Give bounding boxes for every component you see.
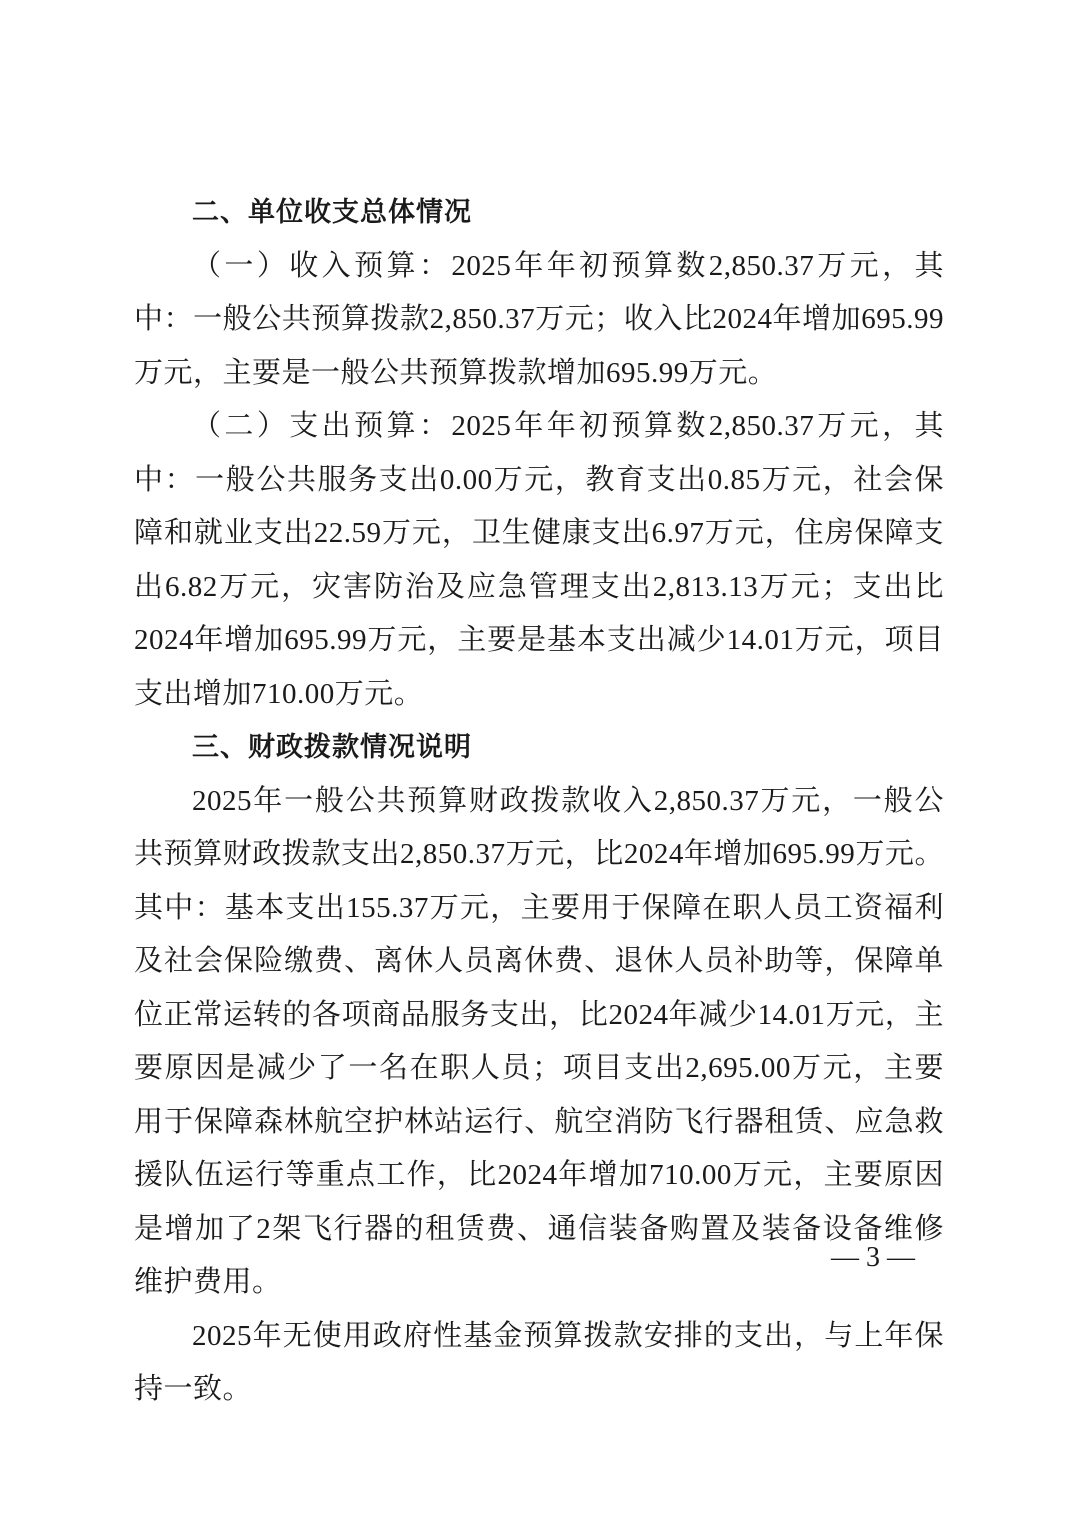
government-fund-paragraph: 2025年无使用政府性基金预算拨款安排的支出，与上年保持一致。 (134, 1319, 944, 1405)
income-budget-paragraph: （一）收入预算：2025年年初预算数2,850.37万元，其中：一般公共预算拨款2,850.37万元；收入比2024年增加695.99万元，主要是一般公共预算拨款增加695.99万元。 (134, 249, 944, 389)
page-number: — 3 — (831, 1242, 915, 1273)
document-body (134, 186, 944, 1417)
section-heading-overall-budget: 二、单位收支总体情况 (192, 197, 472, 228)
fiscal-appropriation-paragraph: 2025年一般公共预算财政拨款收入2,850.37万元，一般公共预算财政拨款支出2,850.37万元，比2024年增加695.99万元。其中：基本支出155.37万元，主要用于保障在职人员工资福利及社会保险缴费、离休人员离休费、退休人员补助等，保障单位正常运转的各项商品服务支出，比2024年减少14.01万元，主要原因是减少了一名在职人员；项目支出2,695.00万元，主要用于保障森林航空护林站运行、航空消防飞行器租赁、应急救援队伍运行等重点工作，比2024年增加710.00万元，主要原因是增加了2架飞行器的租赁费、通信装备购置及装备设备维修维护费用。 (134, 784, 944, 1298)
expenditure-budget-paragraph: （二）支出预算：2025年年初预算数2,850.37万元，其中：一般公共服务支出0.00万元，教育支出0.85万元，社会保障和就业支出22.59万元，卫生健康支出6.97万元，住房保障支出6.82万元，灾害防治及应急管理支出2,813.13万元；支出比2024年增加695.99万元，主要是基本支出减少14.01万元，项目支出增加710.00万元。 (134, 410, 944, 710)
section-heading-fiscal-appropriation: 三、财政拨款情况说明 (192, 732, 472, 763)
